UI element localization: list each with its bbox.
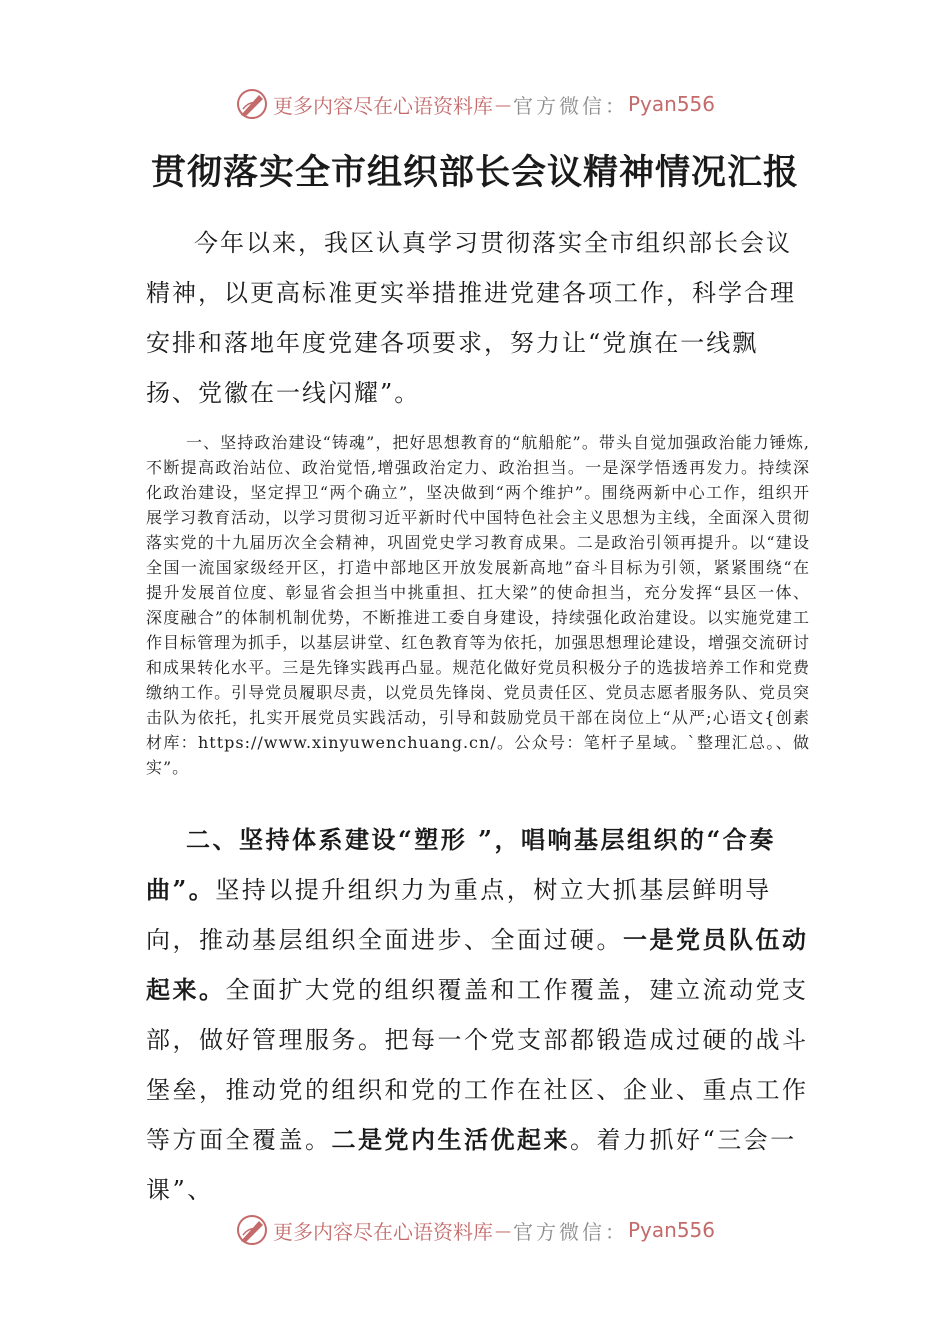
watermark-handle: Pyan556 — [627, 92, 715, 116]
section1-paragraph: 一、坚持政治建设“铸魂”，把好思想教育的“航船舵”。带头自觉加强政治能力锤炼,不断提高政治站位、政治觉悟,增强政治定力、政治担当。一是深学悟透再发力。持续深化政治建设，坚定捍卫“两个确立”，坚决做到“两个维护”。围绕两新中心工作，组织开展学习教育活动，以学习贯彻习近平新时代中国特色社会主义思想为主线，全面深入贯彻落实党的十九届历次全会精神，巩固党史学习教育成果。二是政治引领再提升。以“建设全国一流国家级经开区，打造中部地区开放发展新高地”奋斗目标为引领，紧紧围绕“在提升发展首位度、彰显省会担当中挑重担、扛大梁”的使命担当，充分发挥“县区一体、深度融合”的体制机制优势，不断推进工委自身建设，持续强化政治建设。以实施党建工作目标管理为抓手，以基层讲堂、红色教育等为依托，加强思想理论建设，增强交流研讨和成果转化水平。三是先锋实践再凸显。规范化做好党员积极分子的选拔培养工作和党费缴纳工作。引导党员履职尽责，以党员先锋岗、党员责任区、党员志愿者服务队、党员突击队为依托，扎实开展党员实践活动，引导和鼓励党员干部在岗位上“从严;心语文{创素材库：https://www.xinyuwenchuang.cn/。公众号：笔杆子星域。`整理汇总。、做实”。 — [146, 433, 810, 777]
section2-text3: 。着力抓好“三会一课”、 — [146, 1126, 797, 1204]
section2-heading: 二、坚持体系建设“塑形 ”，唱响基层组织的“合奏曲”。 — [146, 825, 776, 904]
pen-logo-icon — [235, 87, 269, 121]
pen-logo-icon — [235, 1213, 269, 1247]
watermark-separator: — — [494, 94, 511, 114]
watermark-text: 更多内容尽在心语资料库 — [272, 1219, 493, 1244]
watermark-handle: Pyan556 — [627, 1218, 715, 1242]
section2-text2: 全面扩大党的组织覆盖和工作覆盖，建立流动党支部，做好管理服务。把每一个党支部都锻造成过硬的战斗堡垒，推动党的组织和党的工作在社区、企业、重点工作等方面全覆盖。 — [146, 976, 809, 1154]
watermark-wechat-label: 官方微信： — [512, 93, 628, 118]
watermark-text: 更多内容尽在心语资料库 — [272, 93, 493, 118]
section2-text1: 坚持以提升组织力为重点，树立大抓基层鲜明导向，推动基层组织全面进步、全面过硬。 — [146, 876, 772, 954]
watermark-wechat-label: 官方微信： — [512, 1219, 628, 1244]
intro-paragraph: 今年以来，我区认真学习贯彻落实全市组织部长会议精神，以更高标准更实举措推进党建各项工作，科学合理安排和落地年度党建各项要求，努力让“党旗在一线飘扬、党徽在一线闪耀”。 — [146, 229, 796, 407]
page-title: 贯彻落实全市组织部长会议精神情况汇报 — [150, 152, 799, 193]
watermark-footer — [0, 1210, 950, 1250]
watermark-separator: — — [494, 1220, 511, 1240]
section2-bold1: 一是党员队伍动起来。 — [146, 925, 809, 1004]
watermark-header — [0, 84, 950, 124]
section2-bold2: 二是党内生活优起来 — [331, 1125, 570, 1154]
section2-paragraph — [146, 815, 821, 1215]
